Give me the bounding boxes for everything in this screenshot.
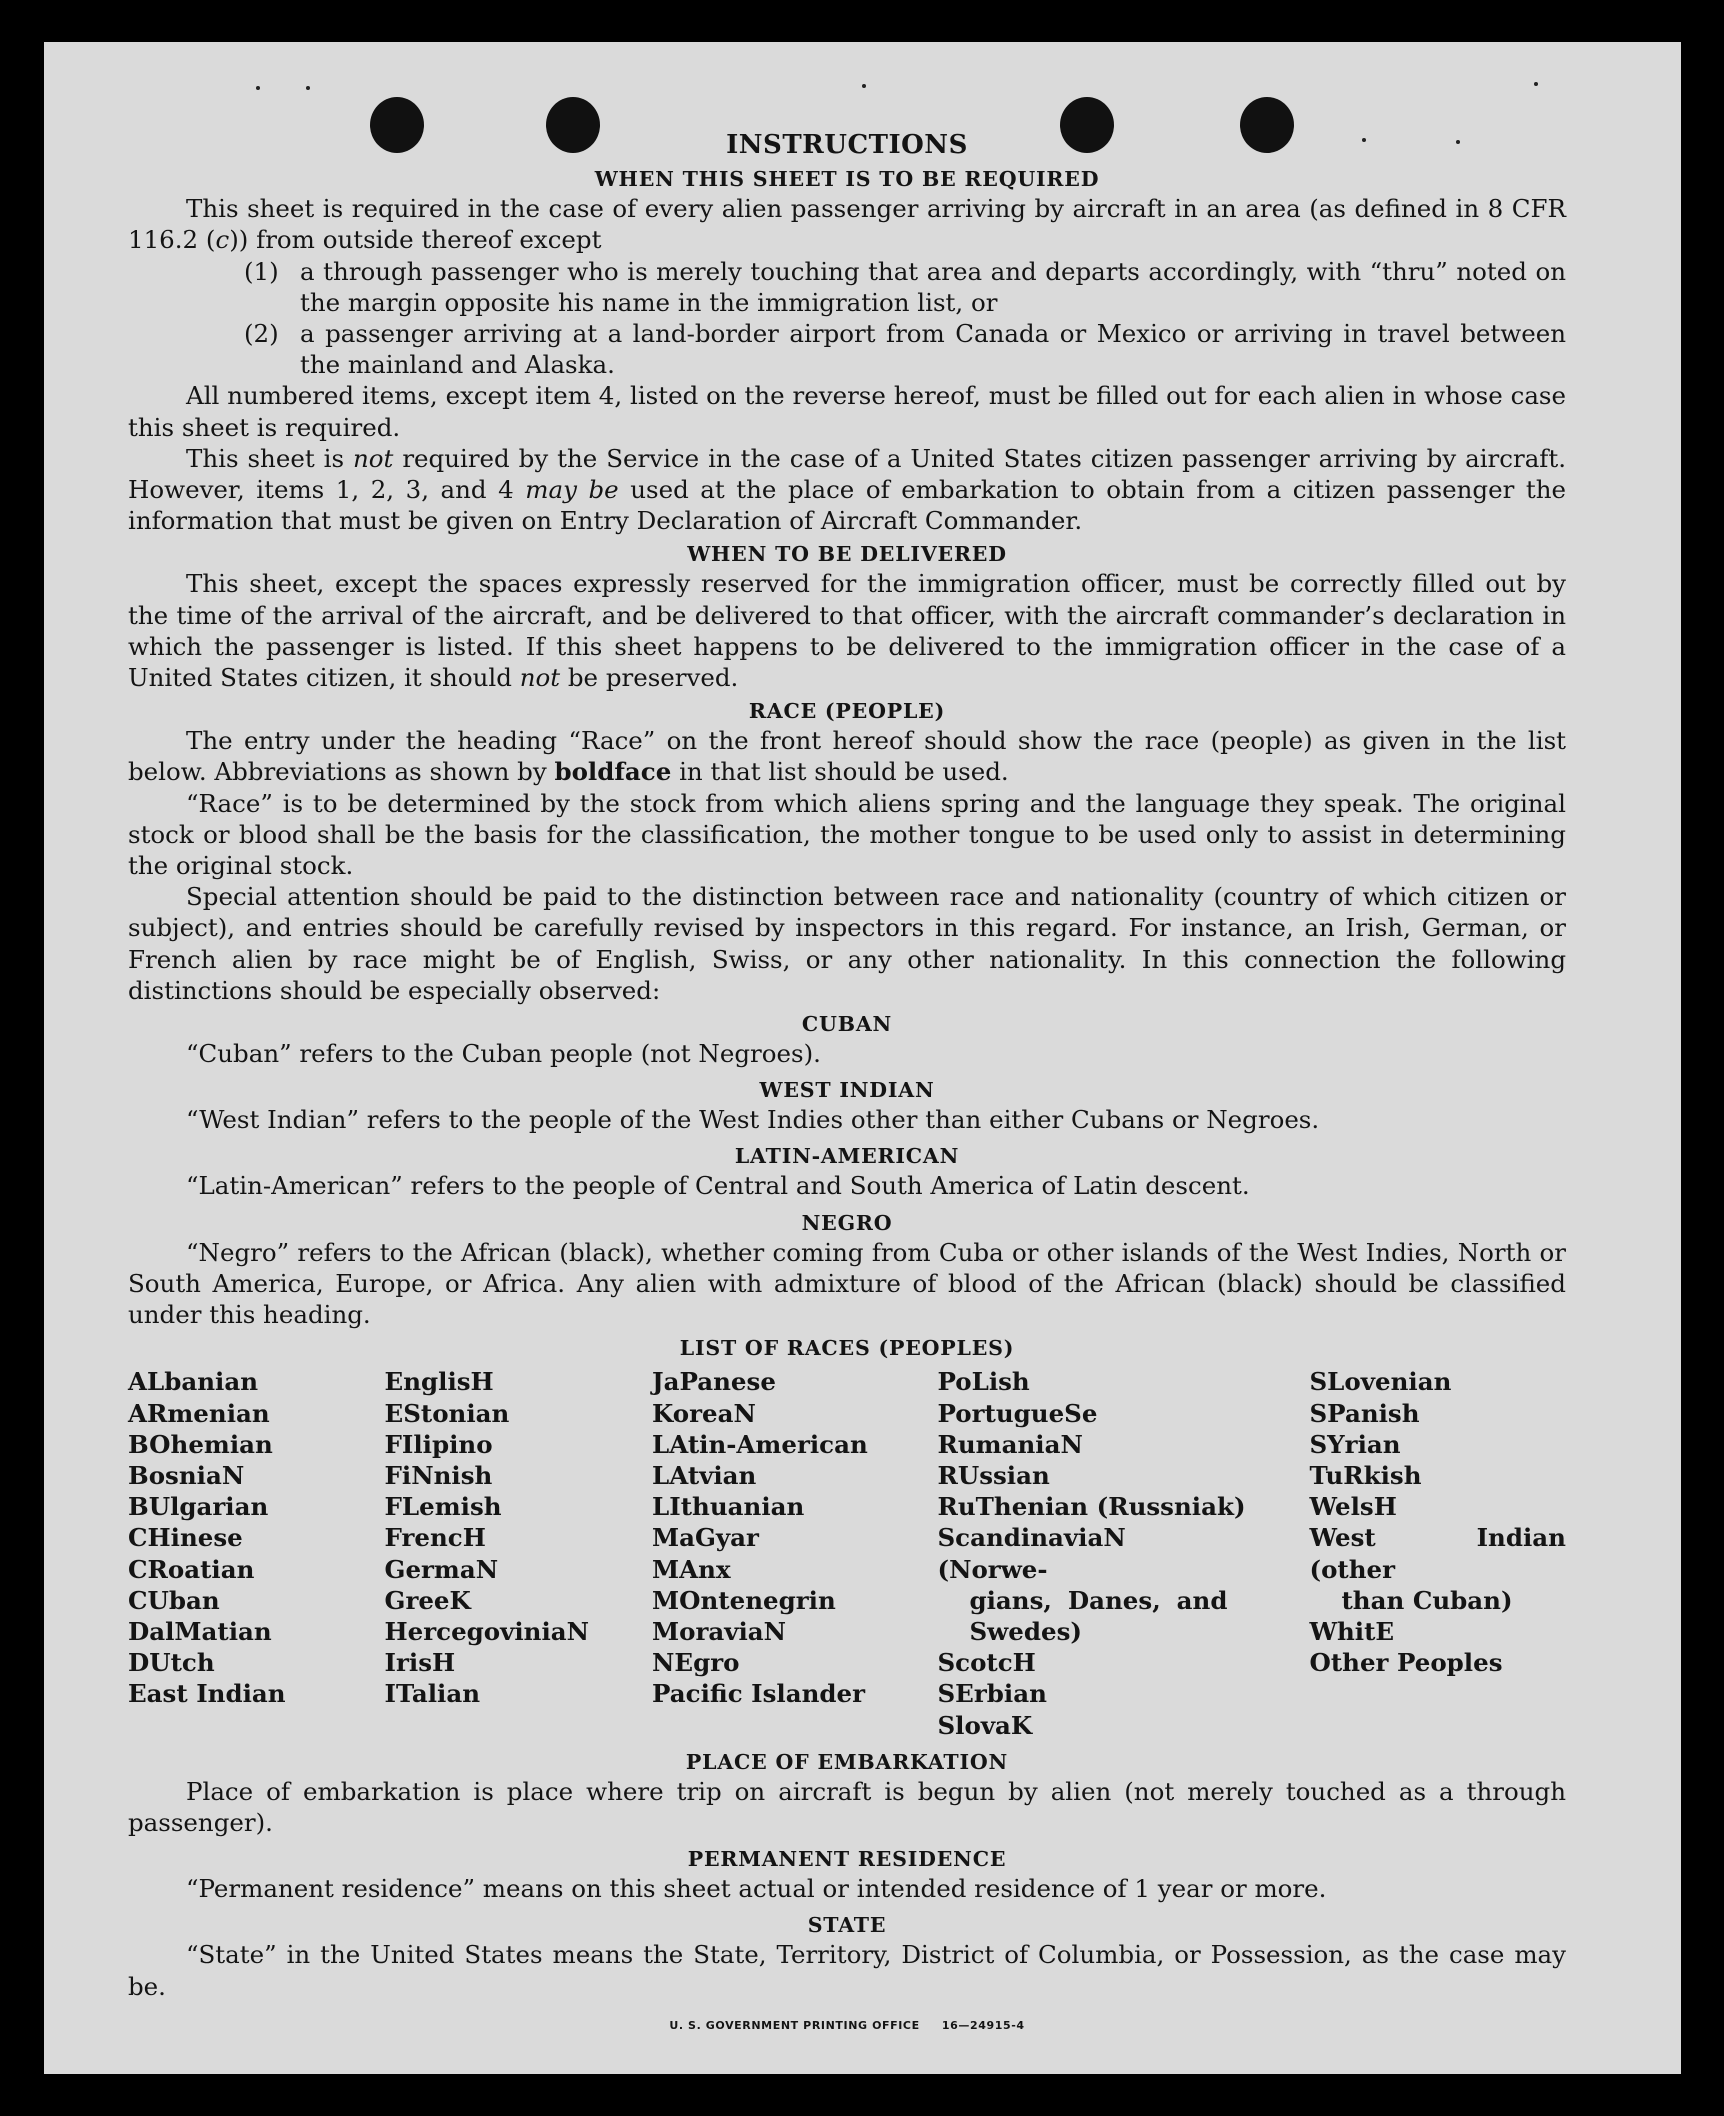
race-entry: JaPanese: [652, 1367, 776, 1397]
race-entry: CUban: [128, 1585, 220, 1615]
race-column: [385, 1366, 653, 1740]
race-entry: SLovenian: [1309, 1367, 1452, 1397]
race-entry: WhitE: [1309, 1616, 1395, 1646]
paragraph: Place of embarkation is place where trip on aircraft is begun by alien (not merely touched as a through passenger).: [128, 1776, 1566, 1837]
section-heading: STATE: [807, 1913, 887, 1938]
race-entry: ALbanian: [128, 1367, 259, 1397]
paragraph: “Permanent residence” means on this sheet actual or intended residence of 1 year or more.: [186, 1874, 1327, 1904]
race-entry: BosniaN: [128, 1460, 245, 1490]
race-entry: CRoatian: [128, 1554, 255, 1584]
race-entry: DUtch: [128, 1648, 215, 1678]
race-entry: SErbian: [937, 1679, 1047, 1709]
section-heading: WHEN THIS SHEET IS TO BE REQUIRED: [594, 167, 1100, 192]
section-heading: NEGRO: [801, 1210, 893, 1235]
speck: [1534, 82, 1538, 86]
race-entry: PortugueSe: [937, 1398, 1098, 1428]
race-entry: East Indian: [128, 1679, 286, 1709]
paragraph: “State” in the United States means the State, Territory, District of Columbia, or Possession, as the case may be.: [128, 1940, 1566, 2001]
race-entry: West Indian (other: [1309, 1523, 1566, 1584]
race-entry: EnglisH: [384, 1367, 494, 1397]
race-entry: MAnx: [652, 1554, 731, 1584]
paragraph: “Cuban” refers to the Cuban people (not Negroes).: [186, 1039, 821, 1069]
race-entry: ARmenian: [128, 1398, 270, 1428]
race-entry: RUssian: [937, 1460, 1050, 1490]
paragraph: This sheet, except the spaces expressly reserved for the immigration officer, must be correctly filled out by the time of the arrival of the aircraft, and be delivered to that officer, with the aircraft commander’s declaration in which the passenger is listed. If this sheet happens to be delivered to the immigration officer in the case of a United States citizen, it should not be preserved.: [128, 569, 1566, 693]
race-entry: CHinese: [128, 1523, 243, 1553]
section-heading: LATIN-AMERICAN: [734, 1144, 960, 1169]
race-entry: RumaniaN: [937, 1429, 1083, 1459]
section-heading: CUBAN: [801, 1012, 893, 1037]
race-entry: SlovaK: [937, 1710, 1033, 1740]
document-sheet: [44, 42, 1681, 2074]
paragraph: “West Indian” refers to the people of the West Indies other than either Cubans or Negroes.: [186, 1105, 1320, 1135]
race-entry: PoLish: [937, 1367, 1030, 1397]
paragraph: Special attention should be paid to the distinction between race and nationality (country of which citizen or subject), and entries should be carefully revised by inspectors in this regard. For instance, an Irish, German, or French alien by race might be of English, Swiss, or any other nationality. In this connection the following distinctions should be especially observed:: [128, 882, 1566, 1005]
printer-imprint: U. S. GOVERNMENT PRINTING OFFICE 16—24915-4: [669, 2018, 1025, 2032]
instructions-content: [128, 130, 1566, 2041]
race-entry: LIthuanian: [652, 1492, 805, 1522]
race-entry: WelsH: [1309, 1492, 1397, 1522]
section-heading: PERMANENT RESIDENCE: [687, 1847, 1007, 1872]
race-entry: MOntenegrin: [652, 1585, 836, 1615]
race-entry: TuRkish: [1309, 1460, 1422, 1490]
section-heading: RACE (PEOPLE): [748, 699, 946, 724]
race-entry: RuThenian (Russniak): [937, 1492, 1246, 1522]
race-entry: FiNnish: [384, 1460, 493, 1490]
race-entry: gians, Danes, and: [969, 1585, 1228, 1615]
race-entry: EStonian: [384, 1398, 510, 1428]
race-entry: Other Peoples: [1309, 1648, 1503, 1678]
paragraph: The entry under the heading “Race” on the front hereof should show the race (people) as given in the list below. Abbreviations as shown by boldface in that list should be used.: [128, 726, 1566, 787]
paragraph: “Latin-American” refers to the people of Central and South America of Latin descent.: [186, 1171, 1250, 1201]
paragraph: All numbered items, except item 4, listed on the reverse hereof, must be filled out for each alien in whose case this sheet is required.: [128, 381, 1566, 442]
race-entry: LAtin-American: [652, 1429, 868, 1459]
section-heading: WEST INDIAN: [759, 1078, 935, 1103]
race-entry: SYrian: [1309, 1429, 1401, 1459]
race-column: [128, 1366, 385, 1740]
race-column: [652, 1366, 937, 1740]
race-entry: FrencH: [384, 1523, 486, 1553]
race-entry: NEgro: [652, 1648, 740, 1678]
race-entry: KoreaN: [652, 1398, 756, 1428]
section-heading: LIST OF RACES (PEOPLES): [679, 1336, 1015, 1361]
speck: [306, 86, 310, 90]
race-entry: GreeK: [384, 1585, 471, 1615]
race-entry: FIlipino: [384, 1429, 493, 1459]
section-heading: WHEN TO BE DELIVERED: [687, 542, 1007, 567]
paragraph: “Negro” refers to the African (black), whether coming from Cuba or other islands of the West Indies, North or South America, Europe, or Africa. Any alien with admixture of blood of the African (black) should be classified under this heading.: [128, 1237, 1566, 1330]
race-entry: ScandinaviaN (Norwe-: [937, 1523, 1126, 1584]
race-entry: MoraviaN: [652, 1616, 787, 1646]
paragraph: This sheet is not required by the Service in the case of a United States citizen passenger arriving by aircraft. However, items 1, 2, 3, and 4 may be used at the place of embarkation to obtain from a citizen passenger the information that must be given on Entry Declaration of Aircraft Commander.: [128, 443, 1567, 536]
speck: [862, 84, 866, 88]
race-entry: IrisH: [384, 1648, 456, 1678]
race-entry: FLemish: [384, 1492, 502, 1522]
race-column: [1309, 1366, 1566, 1740]
speck: [256, 86, 260, 90]
race-entry: Swedes): [969, 1616, 1082, 1646]
race-entry: GermaN: [384, 1554, 499, 1584]
race-list: [128, 1366, 1566, 1740]
paragraph: This sheet is required in the case of every alien passenger arriving by aircraft in an area (as defined in 8 CFR 116.2 (c)) from outside thereof except: [128, 194, 1566, 255]
list-item: (1) a through passenger who is merely touching that area and departs accordingly, with “thru” noted on the margin opposite his name in the immigration list, or: [244, 256, 1566, 317]
race-entry: HercegoviniaN: [384, 1616, 590, 1646]
page-title: INSTRUCTIONS: [726, 130, 968, 160]
race-entry: than Cuban): [1341, 1585, 1513, 1615]
list-item: (2) a passenger arriving at a land-border airport from Canada or Mexico or arriving in travel between the mainland and Alaska.: [244, 319, 1566, 380]
paragraph: “Race” is to be determined by the stock from which aliens spring and the language they speak. The original stock or blood shall be the basis for the classification, the mother tongue to be used only to assist in determining the original stock.: [128, 788, 1566, 881]
race-entry: BUlgarian: [128, 1492, 269, 1522]
race-entry: BOhemian: [128, 1429, 273, 1459]
race-entry: DalMatian: [128, 1616, 272, 1646]
race-entry: ITalian: [384, 1679, 481, 1709]
race-column: [937, 1366, 1246, 1740]
race-entry: Pacific Islander: [652, 1679, 866, 1709]
race-entry: MaGyar: [652, 1523, 759, 1553]
race-entry: SPanish: [1309, 1398, 1420, 1428]
race-entry: ScotcH: [937, 1648, 1036, 1678]
race-entry: LAtvian: [652, 1460, 757, 1490]
section-heading: PLACE OF EMBARKATION: [685, 1749, 1009, 1774]
